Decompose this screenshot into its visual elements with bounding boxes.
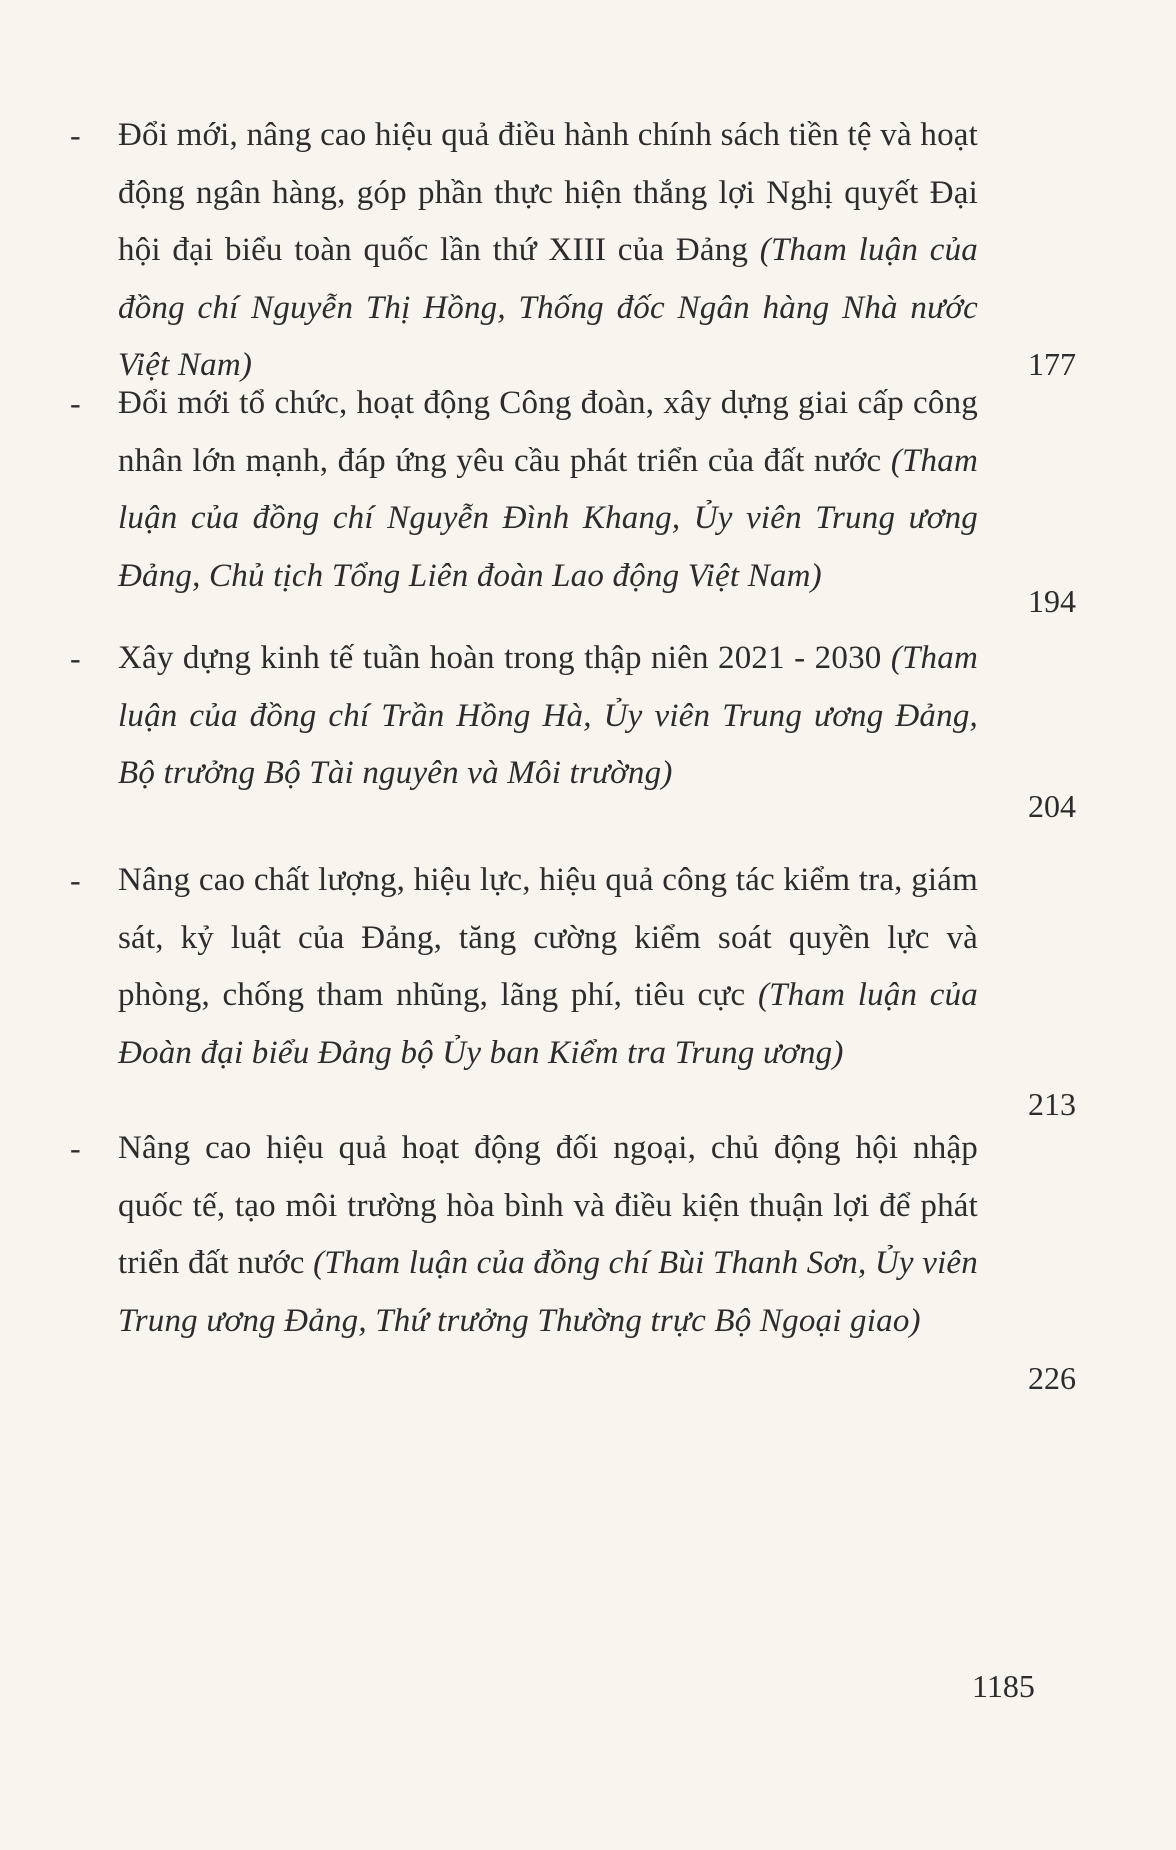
entry-dash: - (70, 1130, 81, 1166)
toc-entry (70, 1120, 1076, 1420)
toc-entry (70, 630, 1076, 870)
entry-page-number: 204 (1028, 788, 1076, 824)
entry-title: Đổi mới tổ chức, hoạt động Công đoàn, xây dựng giai cấp công nhân lớn mạnh, đáp ứng yêu cầu phát triển của đất nước (118, 385, 978, 479)
entry-page-number: 213 (1028, 1086, 1076, 1122)
entry-title: Đổi mới, nâng cao hiệu quả điều hành chính sách tiền tệ và hoạt động ngân hàng, góp phần thực hiện thắng lợi Nghị quyết Đại hội đại biểu toàn quốc lần thứ XIII của Đảng (118, 117, 978, 268)
entry-dash: - (70, 117, 81, 153)
entry-dash: - (70, 640, 81, 676)
entry-page-number: 194 (1028, 583, 1076, 619)
entry-page-number: 226 (1028, 1360, 1076, 1396)
entry-text (118, 1120, 978, 1350)
entry-text (118, 630, 978, 803)
toc-entry (70, 852, 1076, 1152)
entry-title: Nâng cao chất lượng, hiệu lực, hiệu quả công tác kiểm tra, giám sát, kỷ luật của Đảng, tăng cường kiểm soát quyền lực và phòng, chống tham nhũng, lãng phí, tiêu cực (118, 862, 978, 1013)
entry-dash: - (70, 385, 81, 421)
entry-text (118, 107, 978, 395)
page-folio: 1185 (972, 1668, 1035, 1704)
entry-title: Xây dựng kinh tế tuần hoàn trong thập niên 2021 - 2030 (118, 640, 882, 676)
entry-title: Nâng cao hiệu quả hoạt động đối ngoại, chủ động hội nhập quốc tế, tạo môi trường hòa bình và điều kiện thuận lợi để phát triển đất nước (118, 1130, 978, 1281)
entry-page-number: 177 (1028, 346, 1076, 382)
entry-text (118, 375, 978, 605)
entry-author: (Tham luận của đồng chí Nguyễn Đình Khang, Ủy viên Trung ương Đảng, Chủ tịch Tổng Liên đoàn Lao động Việt Nam) (118, 442, 978, 594)
entry-author: (Tham luận của đồng chí Trần Hồng Hà, Ủy viên Trung ương Đảng, Bộ trưởng Bộ Tài nguyên và Môi trường) (118, 640, 978, 791)
entry-author: (Tham luận của đồng chí Bùi Thanh Sơn, Ủy viên Trung ương Đảng, Thứ trưởng Thường trực Bộ Ngoại giao) (118, 1245, 978, 1339)
entry-text (118, 852, 978, 1082)
entry-author: (Tham luận của đồng chí Nguyễn Thị Hồng, Thống đốc Ngân hàng Nhà nước Việt Nam) (118, 232, 979, 383)
entry-author: (Tham luận của Đoàn đại biểu Đảng bộ Ủy ban Kiểm tra Trung ương) (118, 977, 978, 1071)
entry-dash: - (70, 862, 81, 898)
